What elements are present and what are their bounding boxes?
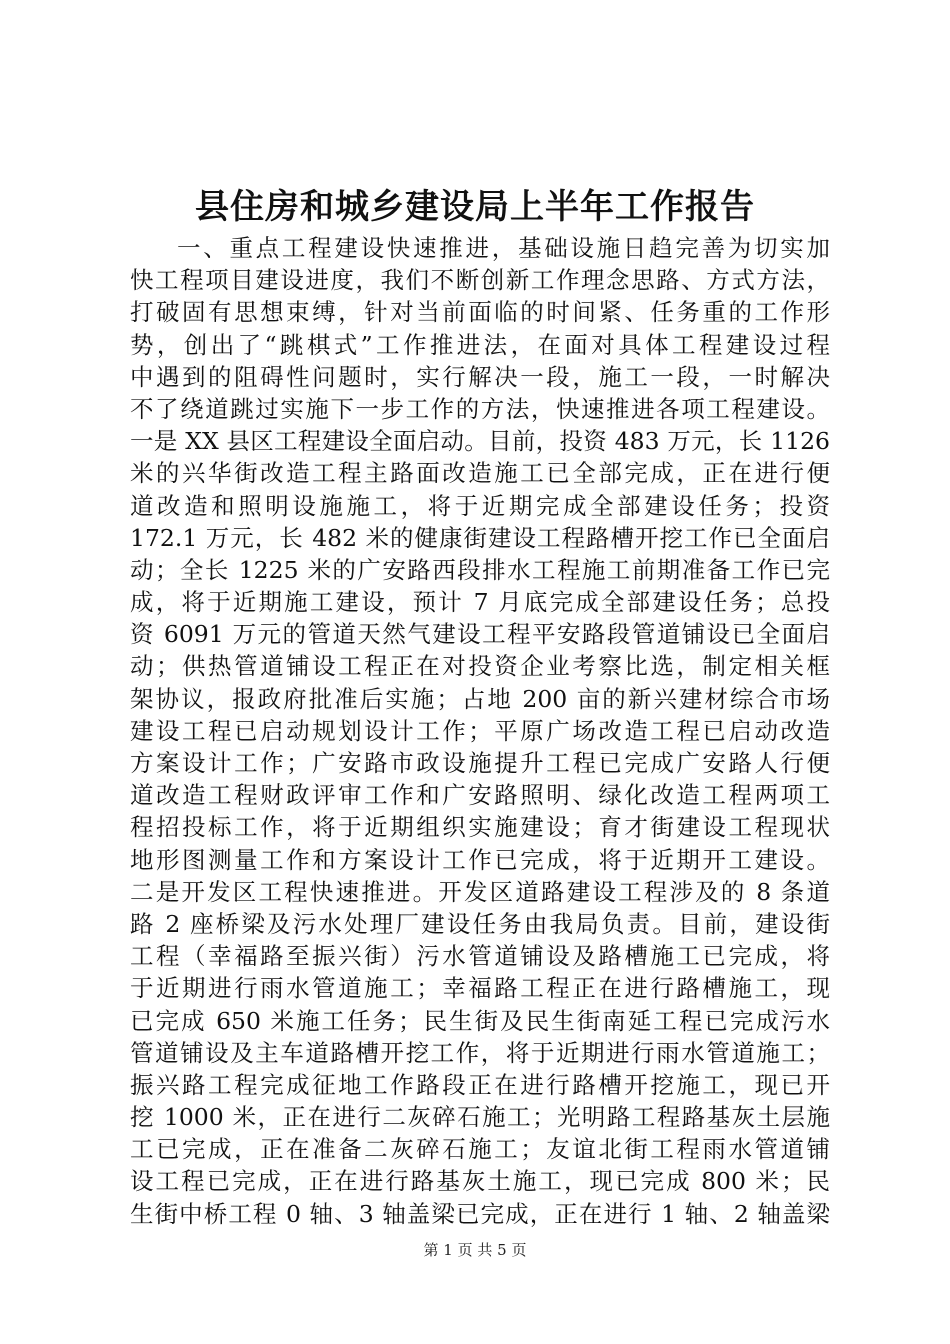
body-line: 于近期进行雨水管道施工；幸福路工程正在进行路槽施工，现 [130, 974, 830, 1003]
body-line: 快工程项目建设进度，我们不断创新工作理念思路、方式方法， [130, 266, 830, 295]
body-line: 一、重点工程建设快速推进，基础设施日趋完善为切实加 [177, 234, 830, 262]
body-line: 资 6091 万元的管道天然气建设工程平安路段管道铺设已全面启 [130, 620, 830, 649]
body-line: 动；供热管道铺设工程正在对投资企业考察比选，制定相关框 [130, 652, 830, 681]
body-line: 172.1 万元，长 482 米的健康街建设工程路槽开挖工作已全面启 [130, 523, 830, 552]
body-line: 成，将于近期施工建设，预计 7 月底完成全部建设任务；总投 [130, 588, 830, 617]
body-line: 一是 XX 县区工程建设全面启动。目前，投资 483 万元，长 1126 [130, 427, 830, 456]
body-line: 中遇到的阻碍性问题时，实行解决一段，施工一段，一时解决 [130, 362, 830, 391]
body-line: 地形图测量工作和方案设计工作已完成，将于近期开工建设。 [130, 845, 830, 874]
body-line: 管道铺设及主车道路槽开挖工作，将于近期进行雨水管道施工； [130, 1038, 830, 1067]
body-line: 势，创出了“跳棋式”工作推进法，在面对具体工程建设过程 [130, 330, 830, 359]
body-line: 打破固有思想束缚，针对当前面临的时间紧、任务重的工作形 [130, 298, 830, 327]
body-line: 架协议，报政府批准后实施；占地 200 亩的新兴建材综合市场 [130, 684, 830, 713]
body-line: 建设工程已启动规划设计工作；平原广场改造工程已启动改造 [130, 716, 830, 745]
body-line: 不了绕道跳过实施下一步工作的方法，快速推进各项工程建设。 [130, 394, 830, 423]
body-line: 工已完成，正在准备二灰碎石施工；友谊北街工程雨水管道铺 [130, 1135, 830, 1164]
body-line: 已完成 650 米施工任务；民生街及民生街南延工程已完成污水 [130, 1006, 830, 1035]
document-body [130, 232, 830, 1230]
body-line: 挖 1000 米，正在进行二灰碎石施工；光明路工程路基灰土层施 [130, 1103, 830, 1132]
body-line: 振兴路工程完成征地工作路段正在进行路槽开挖施工，现已开 [130, 1070, 830, 1099]
body-line: 方案设计工作；广安路市政设施提升工程已完成广安路人行便 [130, 749, 830, 777]
body-line: 二是开发区工程快速推进。开发区道路建设工程涉及的 8 条道 [130, 877, 830, 906]
document-title: 县住房和城乡建设局上半年工作报告 [195, 187, 755, 227]
page-footer: 第 1 页 共 5 页 [423, 1241, 527, 1259]
body-line: 米的兴华街改造工程主路面改造施工已全部完成，正在进行便 [130, 459, 830, 488]
body-line: 程招投标工作，将于近期组织实施建设；育才街建设工程现状 [130, 813, 830, 842]
body-line: 工程（幸福路至振兴街）污水管道铺设及路槽施工已完成，将 [130, 942, 830, 971]
body-line: 设工程已完成，正在进行路基灰土施工，现已完成 800 米；民 [130, 1167, 830, 1196]
body-line: 路 2 座桥梁及污水处理厂建设任务由我局负责。目前，建设街 [130, 909, 830, 938]
body-line: 动；全长 1225 米的广安路西段排水工程施工前期准备工作已完 [130, 555, 830, 584]
body-line: 道改造工程财政评审工作和广安路照明、绿化改造工程两项工 [130, 781, 830, 810]
body-line: 生街中桥工程 0 轴、3 轴盖梁已完成，正在进行 1 轴、2 轴盖梁 [130, 1199, 830, 1228]
body-line: 道改造和照明设施施工，将于近期完成全部建设任务；投资 [130, 491, 830, 520]
